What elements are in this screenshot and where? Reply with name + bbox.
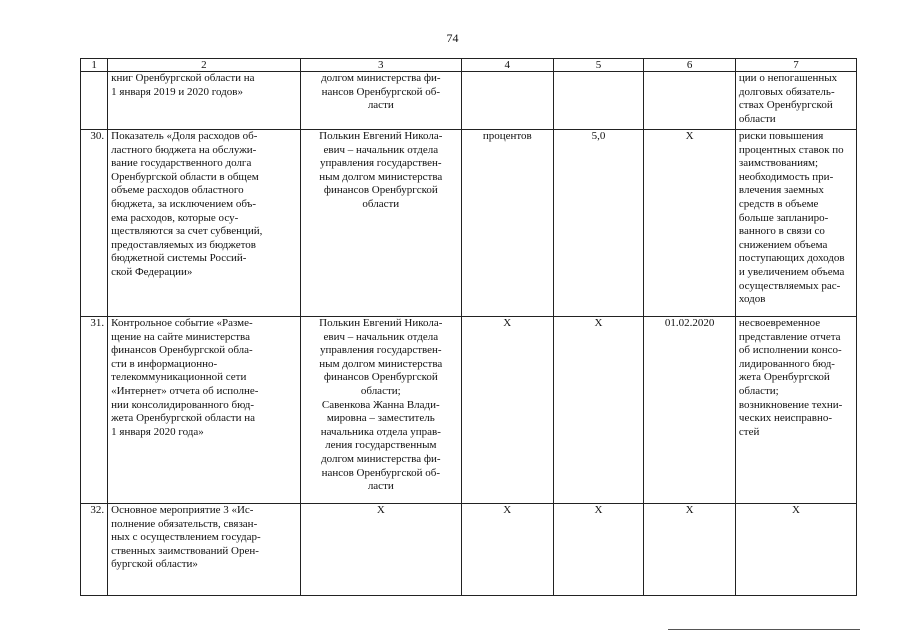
table-row (81, 317, 857, 504)
value-cell (553, 72, 644, 130)
value-cell: Х (553, 504, 644, 596)
page-number: 74 (446, 31, 459, 45)
indicator-name-cell: Основное мероприятие 3 «Ис- полнение обязательств, связан- ных с осуществлением государ- ственных заимствований Орен- бургской области» (108, 504, 300, 596)
column-header: 2 (108, 59, 300, 72)
indicator-name-cell: книг Оренбургской области на 1 января 2019 и 2020 годов» (108, 72, 300, 130)
risks-cell: Х (735, 504, 856, 596)
value-cell: 5,0 (553, 130, 644, 317)
responsible-person-cell: долгом министерства фи- нансов Оренбургской об- ласти (300, 72, 461, 130)
value-cell: Х (553, 317, 644, 504)
column-header: 3 (300, 59, 461, 72)
responsible-person-cell: Х (300, 504, 461, 596)
risks-cell: ции о непогашенных долговых обязатель- ствах Оренбургской области (735, 72, 856, 130)
risks-cell: риски повышения процентных ставок по заимствованиям; необходимость при- влечения заемных средств в объеме больше запланиро- ванного в связи со снижением объема поступающих доходов и увеличением объема осуществляемых рас- ходов (735, 130, 856, 317)
indicator-name-cell: Контрольное событие «Разме- щение на сайте министерства финансов Оренбургской обла- сти в информационно- телекоммуникационной сети «Интернет» отчета об исполне- нии консолидированного бюд- жета Оренбургской области на 1 января 2020 года» (108, 317, 300, 504)
table-row (81, 130, 857, 317)
column-header: 4 (462, 59, 554, 72)
unit-cell: процентов (462, 130, 554, 317)
date-cell: Х (644, 130, 736, 317)
responsible-person-cell: Полькин Евгений Никола- евич – начальник отдела управления государствен- ным долгом министерства финансов Оренбургской области; Савенкова Жанна Влади- мировна – заместитель начальника отдела управ- ления государственным долгом министерства фи- нансов Оренбургской об- ласти (300, 317, 461, 504)
column-header: 5 (553, 59, 644, 72)
table-header-row (81, 59, 857, 72)
column-header: 7 (735, 59, 856, 72)
risks-cell: несвоевременное представление отчета об исполнении консо- лидированного бюд- жета Оренбургской области; возникновение техни- ческих неисправно- стей (735, 317, 856, 504)
row-number: 32. (81, 504, 108, 596)
responsible-person-cell: Полькин Евгений Никола- евич – начальник отдела управления государствен- ным долгом министерства финансов Оренбургской области (300, 130, 461, 317)
table-row (81, 72, 857, 130)
unit-cell (462, 72, 554, 130)
row-number (81, 72, 108, 130)
row-number: 30. (81, 130, 108, 317)
indicators-table (80, 58, 857, 596)
indicator-name-cell: Показатель «Доля расходов об- ластного бюджета на обслужи- вание государственного долга Оренбургской области в общем объеме расходов областного бюджета, за исключением объ- ема расходов, которые осу- ществляются за счет субвенций, предоставляемых из бюджетов бюджетной системы Россий- ской Федерации» (108, 130, 300, 317)
date-cell: 01.02.2020 (644, 317, 736, 504)
unit-cell: Х (462, 317, 554, 504)
table-row (81, 504, 857, 596)
unit-cell: Х (462, 504, 554, 596)
column-header: 1 (81, 59, 108, 72)
row-number: 31. (81, 317, 108, 504)
scan-edge-line (668, 629, 860, 630)
date-cell (644, 72, 736, 130)
date-cell: Х (644, 504, 736, 596)
column-header: 6 (644, 59, 736, 72)
